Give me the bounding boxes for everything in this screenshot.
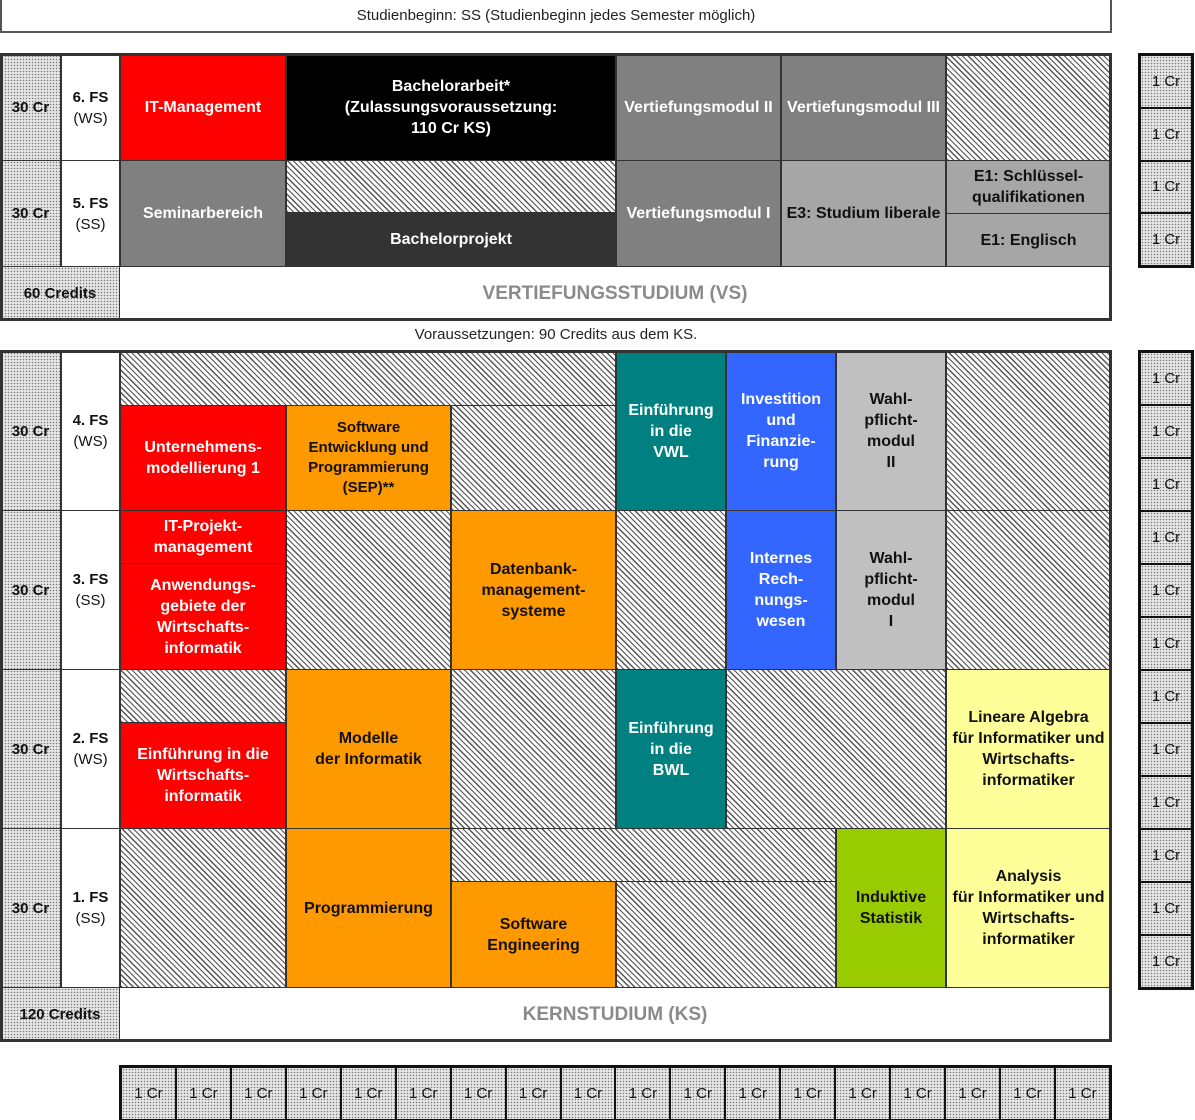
- credit-unit-box: 1 Cr: [341, 1067, 396, 1120]
- credit-unit-box: 1 Cr: [1140, 776, 1192, 829]
- module-induktive-statistik: Induktive Statistik: [836, 828, 946, 988]
- sem3-label: [61, 510, 120, 670]
- module-einfuehrung-wi: Einführung in die Wirtschafts- informatik: [120, 722, 286, 829]
- credit-unit-box: 1 Cr: [1140, 882, 1192, 935]
- voraussetzungen-note: Voraussetzungen: 90 Credits aus dem KS.: [414, 326, 698, 343]
- empty-slot: [726, 669, 946, 829]
- sem4-number: 4. FS: [72, 412, 109, 429]
- sem6-label: [61, 54, 120, 161]
- credit-unit-box: 1 Cr: [945, 1067, 1000, 1120]
- credit-unit-box: 1 Cr: [1140, 564, 1192, 617]
- credit-unit-box: 1 Cr: [780, 1067, 835, 1120]
- empty-slot: [451, 669, 616, 829]
- module-bachelorprojekt: Bachelorprojekt: [286, 212, 616, 267]
- sem4-term: (WS): [73, 433, 108, 450]
- module-wahlpflicht-2: Wahl- pflicht- modul II: [836, 351, 946, 511]
- credit-unit-box: 1 Cr: [561, 1067, 616, 1120]
- empty-slot: [946, 54, 1111, 161]
- sem2-number: 2. FS: [72, 730, 109, 747]
- empty-slot: [286, 160, 616, 213]
- module-einfuehrung-vwl: Einführung in die VWL: [616, 351, 726, 511]
- sem5-term: (SS): [75, 215, 106, 233]
- sem6-term: (WS): [73, 109, 108, 127]
- credit-unit-box: 1 Cr: [1140, 670, 1192, 723]
- credit-unit-box: 1 Cr: [670, 1067, 725, 1120]
- sem3-credits: 30 Cr: [0, 510, 61, 670]
- empty-slot: [451, 405, 616, 511]
- credit-unit-box: 1 Cr: [1140, 511, 1192, 564]
- credit-unit-box: 1 Cr: [176, 1067, 231, 1120]
- module-it-projektmanagement: IT-Projekt- management: [120, 510, 286, 564]
- sem1-credits: 30 Cr: [0, 828, 61, 988]
- sem2-label: [61, 669, 120, 829]
- module-modelle-informatik: Modelle der Informatik: [286, 669, 451, 829]
- module-e3-studium-liberale: E3: Studium liberale: [781, 160, 946, 267]
- module-lineare-algebra: Lineare Algebra für Informatiker und Wirtschafts- informatiker: [946, 669, 1111, 829]
- credit-unit-box: 1 Cr: [396, 1067, 451, 1120]
- module-seminarbereich: Seminarbereich: [120, 160, 286, 267]
- module-internes-rechnungswesen: Internes Rech- nungs- wesen: [726, 510, 836, 670]
- sem4-label: [61, 351, 120, 511]
- sem4-credits: 30 Cr: [0, 351, 61, 511]
- module-vertiefung-1: Vertiefungsmodul I: [616, 160, 781, 267]
- sem6-number: 6. FS: [72, 88, 109, 106]
- module-datenbank: Datenbank- management- systeme: [451, 510, 616, 670]
- credit-unit-box: 1 Cr: [1140, 352, 1192, 405]
- sem2-term: (WS): [73, 751, 108, 768]
- empty-slot: [946, 351, 1111, 511]
- module-unternehmensmodellierung: Unternehmens- modellierung 1: [120, 405, 286, 511]
- module-vertiefung-3: Vertiefungsmodul III: [781, 54, 946, 161]
- module-bachelorarbeit: Bachelorarbeit* (Zulassungsvoraussetzung: 110 Cr KS): [286, 54, 616, 161]
- credit-unit-box: 1 Cr: [1140, 55, 1192, 108]
- credit-unit-box: 1 Cr: [1140, 213, 1192, 266]
- credit-unit-box: 1 Cr: [835, 1067, 890, 1120]
- credit-unit-box: 1 Cr: [725, 1067, 780, 1120]
- module-sep: Software Entwicklung und Programmierung (SEP)**: [286, 405, 451, 511]
- credit-unit-box: 1 Cr: [286, 1067, 341, 1120]
- credit-unit-box: 1 Cr: [1140, 723, 1192, 776]
- module-analysis: Analysis für Informatiker und Wirtschafts- informatiker: [946, 828, 1111, 988]
- credit-unit-box: 1 Cr: [1140, 458, 1192, 511]
- empty-slot: [616, 510, 726, 670]
- credit-unit-box: 1 Cr: [1140, 617, 1192, 670]
- sem1-term: (SS): [75, 910, 106, 927]
- studienbeginn-note: Studienbeginn: SS (Studienbeginn jedes Semester möglich): [0, 0, 1112, 33]
- ks-total-credits: 120 Credits: [0, 987, 120, 1041]
- ks-title: KERNSTUDIUM (KS): [121, 989, 1109, 1039]
- credit-unit-box: 1 Cr: [1000, 1067, 1055, 1120]
- credit-unit-box: 1 Cr: [1055, 1067, 1110, 1120]
- empty-slot: [451, 828, 836, 882]
- module-software-engineering: Software Engineering: [451, 881, 616, 988]
- credit-unit-box: 1 Cr: [121, 1067, 176, 1120]
- sem3-term: (SS): [75, 592, 106, 609]
- module-e1-englisch: E1: Englisch: [946, 213, 1111, 267]
- vs-title: VERTIEFUNGSSTUDIUM (VS): [121, 268, 1109, 318]
- module-investition-finanzierung: Investition und Finanzie- rung: [726, 351, 836, 511]
- sem1-label: [61, 828, 120, 988]
- credit-unit-box: 1 Cr: [615, 1067, 670, 1120]
- sem3-number: 3. FS: [72, 571, 109, 588]
- vs-total-credits: 60 Credits: [0, 266, 120, 320]
- empty-slot: [120, 669, 286, 723]
- credit-unit-box: 1 Cr: [231, 1067, 286, 1120]
- credit-unit-box: 1 Cr: [1140, 829, 1192, 882]
- ks-credit-units: [1138, 350, 1194, 990]
- sem5-number: 5. FS: [72, 194, 109, 212]
- sem5-label: [61, 160, 120, 267]
- module-wahlpflicht-1: Wahl- pflicht- modul I: [836, 510, 946, 670]
- empty-slot: [120, 828, 286, 988]
- bottom-credit-units: [119, 1065, 1112, 1120]
- empty-slot: [616, 881, 836, 988]
- credit-unit-box: 1 Cr: [451, 1067, 506, 1120]
- module-e1-schluesselqualifikationen: E1: Schlüssel- qualifikationen: [946, 160, 1111, 214]
- credit-unit-box: 1 Cr: [1140, 161, 1192, 214]
- sem5-credits: 30 Cr: [0, 160, 61, 267]
- credit-unit-box: 1 Cr: [1140, 405, 1192, 458]
- empty-slot: [946, 510, 1111, 670]
- sem2-credits: 30 Cr: [0, 669, 61, 829]
- credit-unit-box: 1 Cr: [1140, 935, 1192, 988]
- credit-unit-box: 1 Cr: [890, 1067, 945, 1120]
- module-programmierung: Programmierung: [286, 828, 451, 988]
- module-einfuehrung-bwl: Einführung in die BWL: [616, 669, 726, 829]
- module-vertiefung-2: Vertiefungsmodul II: [616, 54, 781, 161]
- module-anwendungsgebiete: Anwendungs- gebiete der Wirtschafts- informatik: [120, 563, 286, 670]
- empty-slot: [120, 351, 616, 406]
- module-it-management: IT-Management: [120, 54, 286, 161]
- vs-credit-units: [1138, 53, 1194, 268]
- sem6-credits: 30 Cr: [0, 54, 61, 161]
- sem1-number: 1. FS: [72, 889, 109, 906]
- credit-unit-box: 1 Cr: [506, 1067, 561, 1120]
- empty-slot: [286, 510, 451, 670]
- credit-unit-box: 1 Cr: [1140, 108, 1192, 161]
